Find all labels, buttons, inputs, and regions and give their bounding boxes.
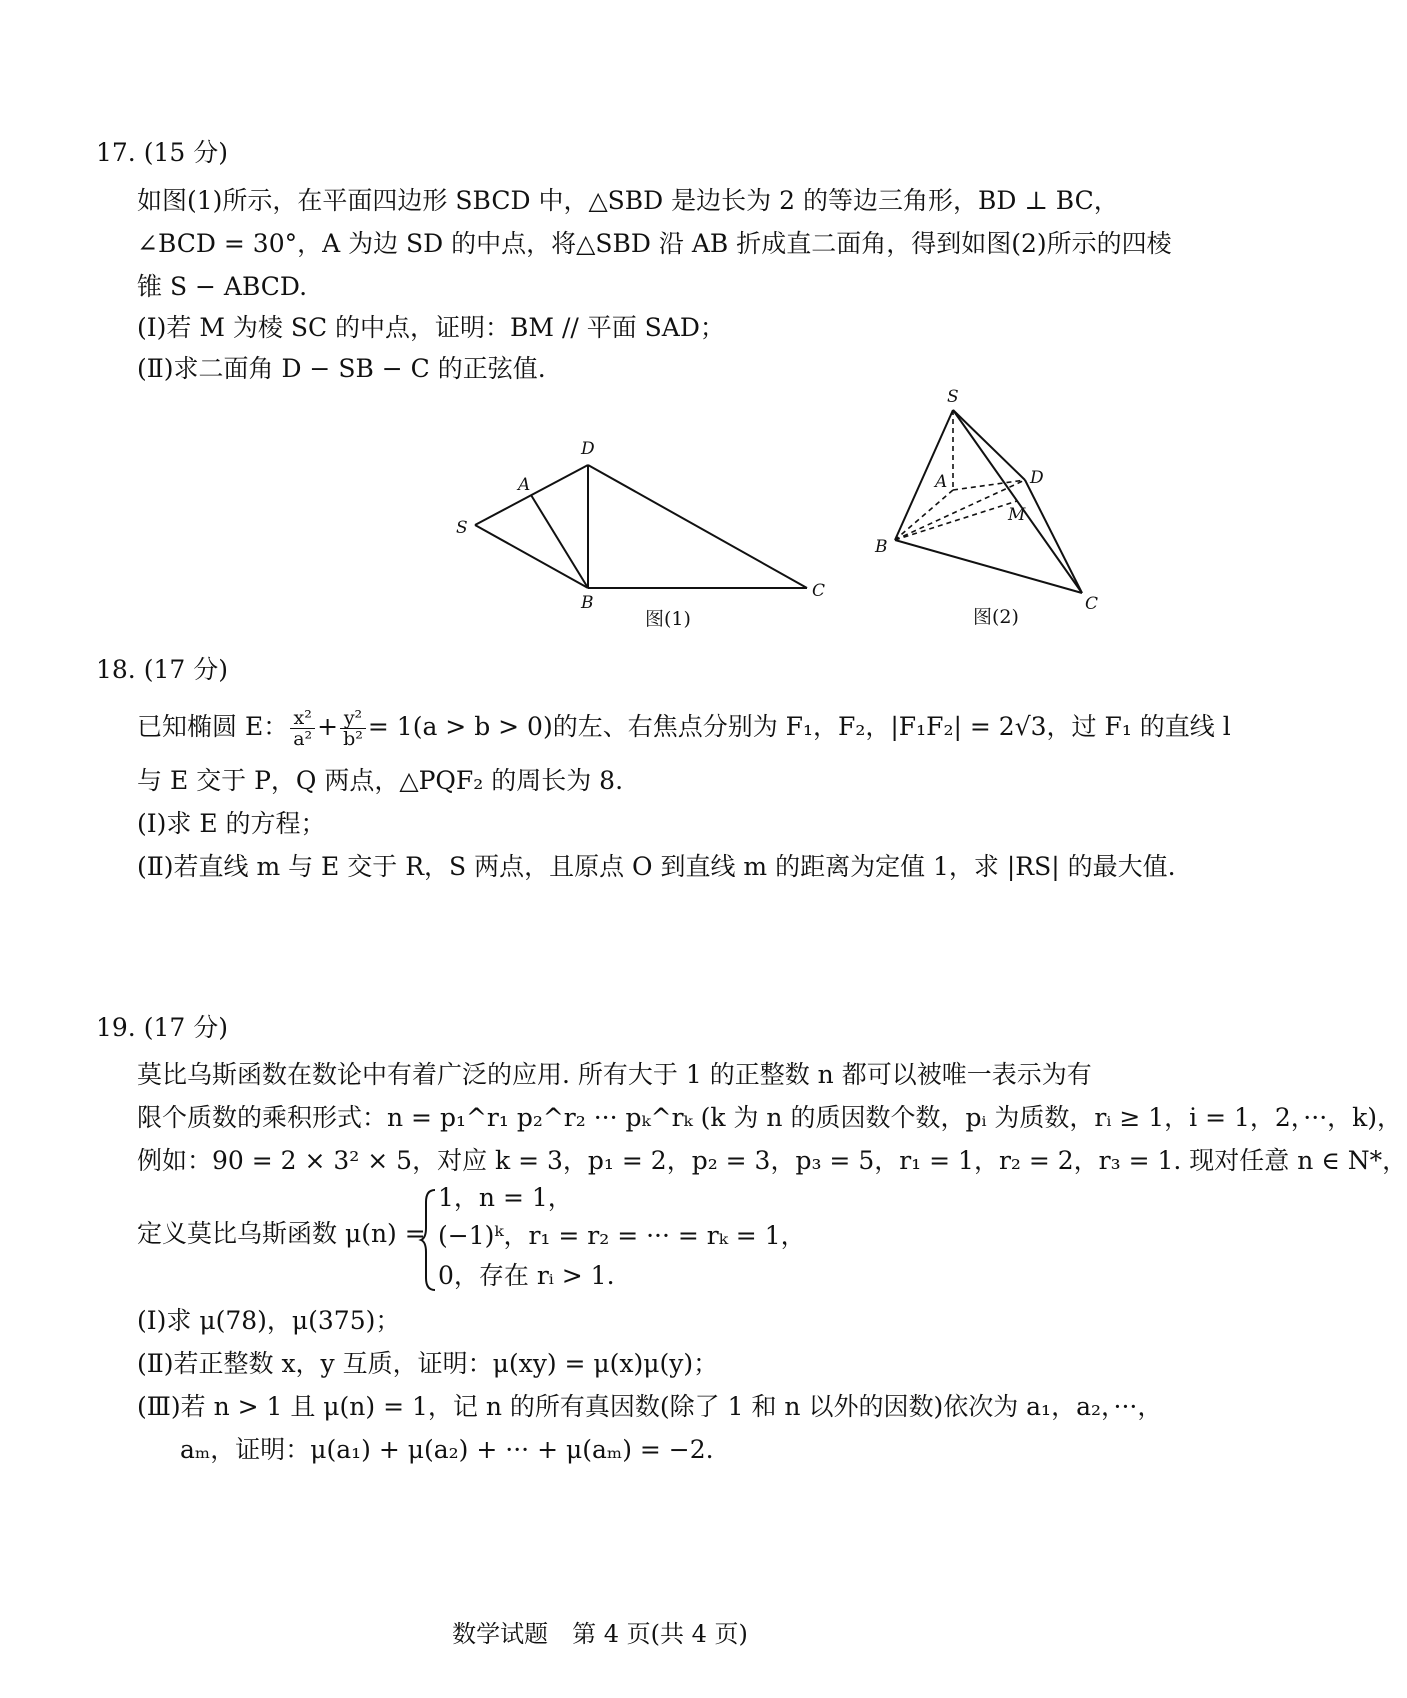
- left-brace-icon: [420, 1188, 438, 1292]
- fig1-label-c: C: [812, 581, 826, 601]
- q19-text-line1: 莫比乌斯函数在数论中有着广泛的应用. 所有大于 1 的正整数 n 都可以被唯一表示为有: [137, 1060, 1092, 1089]
- q17-part2: (Ⅱ)求二面角 D − SB − C 的正弦值.: [137, 354, 546, 383]
- q19-case-2: (−1)ᵏ，r₁ = r₂ = ··· = rₖ = 1，: [438, 1221, 806, 1250]
- q18-fraction-y-denominator: b²: [343, 728, 363, 750]
- q19-part1: (Ⅰ)求 μ(78)，μ(375)；: [137, 1306, 401, 1335]
- fig2-label-d: D: [1030, 468, 1044, 488]
- q18-line1-prefix: 已知椭圆 E：: [137, 712, 289, 741]
- q17-text-line1: 如图(1)所示，在平面四边形 SBCD 中，△SBD 是边长为 2 的等边三角形，BD ⊥ BC，: [137, 186, 1119, 215]
- fig2-label-c: C: [1085, 594, 1099, 614]
- q17-heading: 17. (15 分): [96, 138, 228, 167]
- figure-1-planar-quadrilateral: [450, 430, 840, 613]
- q18-heading: 18. (17 分): [96, 655, 228, 684]
- q19-heading: 19. (17 分): [96, 1013, 228, 1042]
- q19-mobius-definition: [137, 1180, 1097, 1290]
- fig2-edge-ad-hidden: [953, 480, 1025, 490]
- q18-fraction-x-denominator: a²: [293, 728, 313, 750]
- fig1-label-s: S: [456, 518, 468, 538]
- fig2-label-b: B: [875, 537, 888, 557]
- q19-text-line3: 例如：90 = 2 × 3² × 5，对应 k = 3，p₁ = 2，p₂ = 3，p₃ = 5，r₁ = 1，r₂ = 2，r₃ = 1. 现对任意 n ∈ N*，: [137, 1146, 1407, 1175]
- q19-case-1: 1，n = 1，: [438, 1183, 573, 1212]
- q18-fraction-y: [340, 708, 366, 749]
- q19-case-3: 0，存在 rᵢ > 1.: [438, 1261, 615, 1290]
- fig2-edge-bc: [895, 540, 1082, 593]
- q19-definition-label: 定义莫比乌斯函数 μ(n) =: [137, 1219, 426, 1248]
- q18-fraction-y-numerator: y²: [340, 708, 366, 729]
- q18-plus-sign: +: [317, 712, 339, 741]
- q18-line1-suffix: = 1(a > b > 0)的左、右焦点分别为 F₁，F₂，|F₁F₂| = 2√3，过 F₁ 的直线 l: [367, 712, 1231, 741]
- fig2-edge-ab-hidden: [895, 490, 953, 540]
- fig1-label-b: B: [581, 593, 594, 613]
- fig1-caption: 图(1): [645, 608, 691, 630]
- fig1-label-d: D: [581, 439, 595, 459]
- q17-text-line3: 锥 S − ABCD.: [137, 272, 308, 301]
- fig1-edge-ab: [531, 495, 588, 588]
- fig2-edge-dc: [1025, 480, 1082, 593]
- page-footer: 数学试题 第 4 页(共 4 页): [452, 1620, 748, 1648]
- q18-text-line1: [137, 703, 1231, 755]
- fig2-caption: 图(2): [973, 606, 1019, 628]
- q19-part3-line1: (Ⅲ)若 n > 1 且 μ(n) = 1，记 n 的所有真因数(除了 1 和 n 以外的因数)依次为 a₁，a₂，···，: [137, 1392, 1163, 1421]
- q17-text-line2: ∠BCD = 30°，A 为边 SD 的中点，将△SBD 沿 AB 折成直二面角，得到如图(2)所示的四棱: [137, 229, 1172, 258]
- q18-fraction-x: [290, 708, 315, 749]
- figure-2-pyramid: [870, 385, 1110, 615]
- fig2-label-s: S: [947, 387, 959, 407]
- fig1-edge-dc: [588, 465, 807, 588]
- fig1-edge-sb: [475, 525, 588, 588]
- q19-part3-line2: aₘ，证明：μ(a₁) + μ(a₂) + ··· + μ(aₘ) = −2.: [180, 1435, 714, 1464]
- fig2-edge-bd-hidden: [895, 480, 1025, 540]
- fig1-label-a: A: [518, 475, 531, 495]
- q19-text-line2: 限个质数的乘积形式：n = p₁^r₁ p₂^r₂ ··· pₖ^rₖ (k 为 n 的质因数个数，pᵢ 为质数，rᵢ ≥ 1，i = 1，2，···，k)，: [137, 1103, 1403, 1132]
- fig2-edge-sd: [953, 410, 1025, 480]
- q17-part1: (Ⅰ)若 M 为棱 SC 的中点，证明：BM // 平面 SAD；: [137, 313, 725, 342]
- q18-fraction-x-numerator: x²: [290, 708, 315, 729]
- fig2-label-m: M: [1008, 505, 1026, 525]
- q18-part2: (Ⅱ)若直线 m 与 E 交于 R，S 两点，且原点 O 到直线 m 的距离为定值 1，求 |RS| 的最大值.: [137, 852, 1176, 881]
- q18-text-line2: 与 E 交于 P，Q 两点，△PQF₂ 的周长为 8.: [137, 766, 624, 795]
- fig2-edge-sc: [953, 410, 1082, 593]
- q18-part1: (Ⅰ)求 E 的方程；: [137, 809, 326, 838]
- q19-part2: (Ⅱ)若正整数 x，y 互质，证明：μ(xy) = μ(x)μ(y)；: [137, 1349, 719, 1378]
- fig2-edge-bm-hidden: [895, 501, 1017, 540]
- fig2-label-a: A: [935, 472, 948, 492]
